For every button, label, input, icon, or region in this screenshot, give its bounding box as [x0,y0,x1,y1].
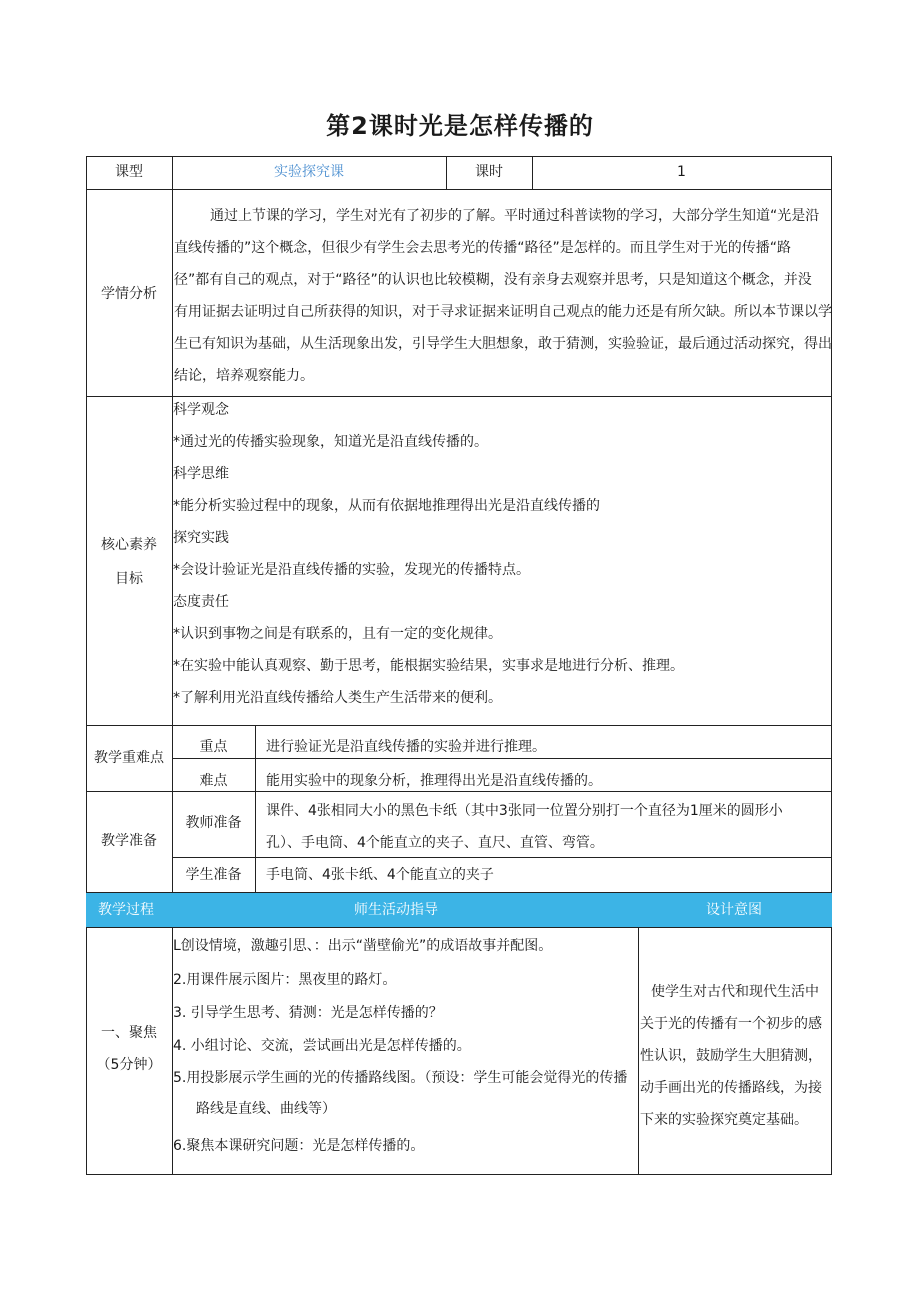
lesson-type-label: 课型 [115,164,143,180]
analysis-line: 生已有知识为基础，从生活现象出发，引导学生大胆想象，敢于猜测，实验验证，最后通过活动探究，得出 [174,336,832,352]
lesson-type-value: 实验探究课 [274,164,344,180]
core-item: *了解利用光沿直线传播给人类生产生活带来的便利。 [173,690,502,706]
key-point-label: 重点 [199,739,228,755]
focus-step: 5.用投影展示学生画的光的传播路线图。（预设：学生可能会觉得光的传播 [173,1070,628,1086]
analysis-line: 直线传播的”这个概念，但很少有学生会去思考光的传播“路径”是怎样的。而且学生对于光的传播“路 [174,240,792,256]
intent-line: 下来的实验探究奠定基础。 [640,1112,808,1128]
focus-label-line2: （5分钟） [96,1057,162,1073]
activity-column-label: 师生活动指导 [354,902,438,918]
hard-point-text: 能用实验中的现象分析，推理得出光是沿直线传播的。 [266,773,602,789]
core-item: 科学思维 [173,466,229,482]
focus-step: 2.用课件展示图片：黑夜里的路灯。 [173,972,397,988]
analysis-line: 通过上节课的学习，学生对光有了初步的了解。平时通过科普读物的学习，大部分学生知道“光是沿 [210,208,820,224]
focus-label-line1: 一、聚焦 [101,1025,157,1041]
teacher-prep-label: 教师准备 [185,815,242,831]
analysis-line: 有用证据去证明过自己所获得的知识，对于寻求证据来证明自己观点的能力还是有所欠缺。所以本节课以学 [174,304,832,320]
intent-line: 动手画出光的传播路线，为接 [640,1080,822,1096]
lesson-hours-label: 课时 [475,164,503,180]
focus-step: 3. 引导学生思考、猜测：光是怎样传播的？ [173,1005,443,1021]
keypoints-label: 教学重难点 [94,750,164,766]
core-label-line1: 核心素养 [101,537,157,553]
focus-step: 6.聚焦本课研究问题：光是怎样传播的。 [173,1138,425,1154]
analysis-line: 结论，培养观察能力。 [174,368,314,384]
key-point-text: 进行验证光是沿直线传播的实验并进行推理。 [266,739,546,755]
prep-label: 教学准备 [101,833,157,849]
core-item: *会设计验证光是沿直线传播的实验，发现光的传播特点。 [173,562,530,578]
focus-step: 4. 小组讨论、交流，尝试画出光是怎样传播的。 [173,1038,471,1054]
focus-step: L创设情境，激趣引思、：出示“凿壁偷光”的成语故事并配图。 [173,938,553,954]
page-title: 第2课时光是怎样传播的 [326,112,594,140]
intent-line: 使学生对古代和现代生活中 [651,984,819,1000]
core-item: *能分析实验过程中的现象，从而有依据地推理得出光是沿直线传播的 [173,498,600,514]
focus-step: 路线是直线、曲线等） [196,1101,336,1117]
intent-line: 性认识，鼓励学生大胆猜测， [640,1048,822,1064]
core-item: *在实验中能认真观察、勤于思考，能根据实验结果，实事求是地进行分析、推理。 [173,658,684,674]
teacher-prep-line: 孔）、手电筒、4个能直立的夹子、直尺、直管、弯管。 [266,835,604,851]
core-item: *通过光的传播实验现象，知道光是沿直线传播的。 [173,434,488,450]
process-header-band [86,893,832,927]
core-item: 科学观念 [173,402,229,418]
core-label-line2: 目标 [115,571,143,587]
hard-point-label: 难点 [199,773,228,789]
core-item: 探究实践 [173,530,229,546]
student-prep-text: 手电筒、4张卡纸、4个能直立的夹子 [266,867,494,883]
lesson-hours-value: 1 [677,164,686,180]
student-prep-label: 学生准备 [185,867,242,883]
core-item: 态度责任 [173,594,229,610]
intent-column-label: 设计意图 [706,902,762,918]
core-item: *认识到事物之间是有联系的，且有一定的变化规律。 [173,626,502,642]
process-column-label: 教学过程 [98,902,154,918]
intent-line: 关于光的传播有一个初步的感 [640,1016,822,1032]
analysis-label: 学情分析 [101,286,157,302]
analysis-line: 径”都有自己的观点，对于“路径”的认识也比较模糊，没有亲身去观察并思考，只是知道这个概念，并没 [174,272,812,288]
teacher-prep-line: 课件、4张相同大小的黑色卡纸（其中3张同一位置分别打一个直径为1厘米的圆形小 [266,803,783,819]
